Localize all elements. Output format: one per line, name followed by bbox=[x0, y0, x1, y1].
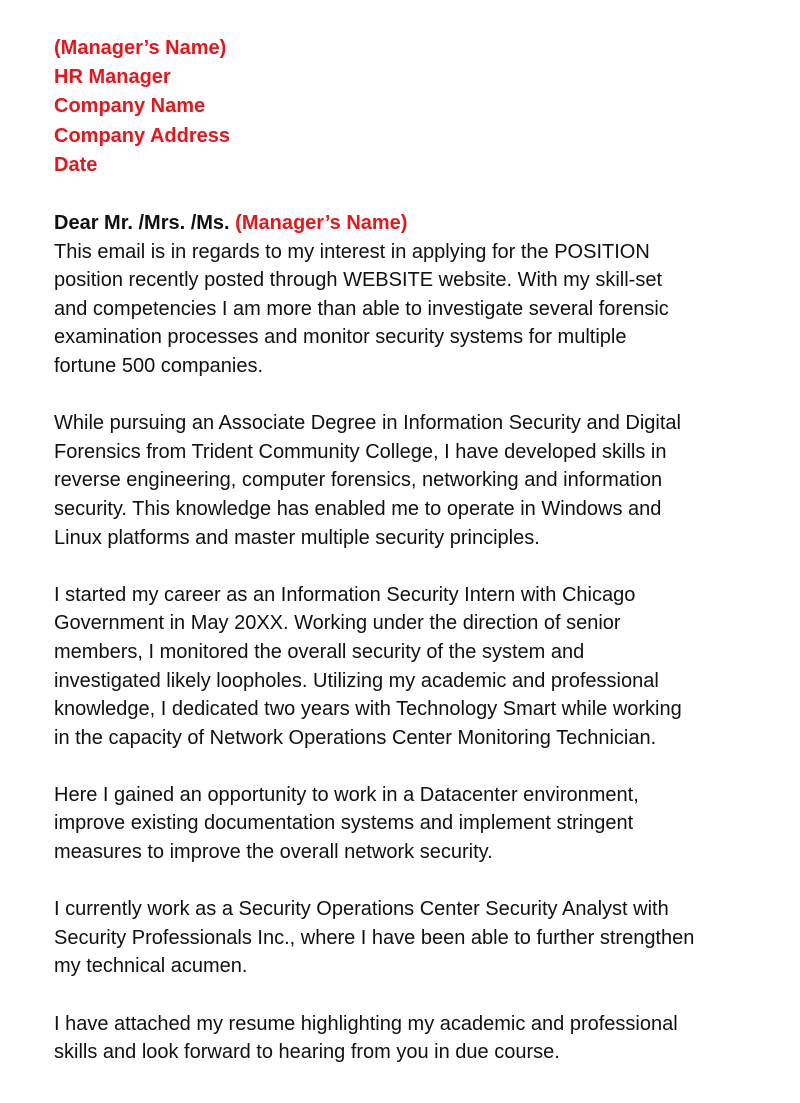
paragraph-line: Linux platforms and master multiple security principles. bbox=[54, 526, 540, 549]
recipient-title: HR Manager bbox=[54, 66, 171, 89]
paragraph-line: and competencies I am more than able to investigate several forensic bbox=[54, 297, 669, 320]
paragraph-closing bbox=[54, 1010, 744, 1067]
paragraph-line: Forensics from Trident Community College, I have developed skills in bbox=[54, 440, 667, 463]
paragraph-career bbox=[54, 581, 744, 753]
paragraph-line: investigated likely loopholes. Utilizing my academic and professional bbox=[54, 669, 659, 692]
paragraph-education bbox=[54, 409, 744, 552]
paragraph-line: Security Professionals Inc., where I have been able to further strengthen bbox=[54, 926, 695, 949]
paragraph-current-role bbox=[54, 895, 744, 981]
paragraph-line: examination processes and monitor security systems for multiple bbox=[54, 326, 627, 349]
paragraph-line: reverse engineering, computer forensics, networking and information bbox=[54, 469, 663, 492]
paragraph-line: my technical acumen. bbox=[54, 955, 248, 978]
letter-date: Date bbox=[54, 153, 98, 176]
salutation-name: (Manager’s Name) bbox=[235, 212, 408, 235]
recipient-manager-name: (Manager’s Name) bbox=[54, 37, 227, 59]
paragraph-line: members, I monitored the overall security of the system and bbox=[54, 640, 585, 663]
recipient-company-name: Company Name bbox=[54, 95, 206, 118]
paragraph-line: I currently work as a Security Operations Center Security Analyst with bbox=[54, 898, 669, 921]
salutation-prefix: Dear Mr. /Mrs. /Ms. bbox=[54, 212, 236, 235]
paragraph-line: in the capacity of Network Operations Center Monitoring Technician. bbox=[54, 726, 657, 749]
paragraph-line: skills and look forward to hearing from you in due course. bbox=[54, 1041, 560, 1064]
paragraph-line: improve existing documentation systems and implement stringent bbox=[54, 812, 634, 835]
paragraph-line: position recently posted through WEBSITE website. With my skill-set bbox=[54, 269, 663, 292]
paragraph-line: fortune 500 companies. bbox=[54, 354, 264, 377]
paragraph-line: security. This knowledge has enabled me to operate in Windows and bbox=[54, 497, 662, 520]
paragraph-line: Government in May 20XX. Working under the direction of senior bbox=[54, 612, 621, 635]
paragraph-line: I started my career as an Information Security Intern with Chicago bbox=[54, 583, 636, 606]
paragraph-intro bbox=[54, 238, 744, 381]
paragraph-line: While pursuing an Associate Degree in Information Security and Digital bbox=[54, 412, 681, 435]
paragraph-line: I have attached my resume highlighting my academic and professional bbox=[54, 1012, 678, 1035]
recipient-company-address: Company Address bbox=[54, 124, 230, 147]
paragraph-line: measures to improve the overall network security. bbox=[54, 841, 493, 864]
paragraph-datacenter bbox=[54, 781, 744, 867]
paragraph-line: This email is in regards to my interest in applying for the POSITION bbox=[54, 240, 650, 263]
paragraph-line: Here I gained an opportunity to work in a Datacenter environment, bbox=[54, 783, 639, 806]
salutation bbox=[54, 209, 744, 238]
letter-page bbox=[54, 34, 744, 1095]
paragraph-line: knowledge, I dedicated two years with Technology Smart while working bbox=[54, 698, 682, 721]
recipient-block bbox=[54, 34, 744, 180]
